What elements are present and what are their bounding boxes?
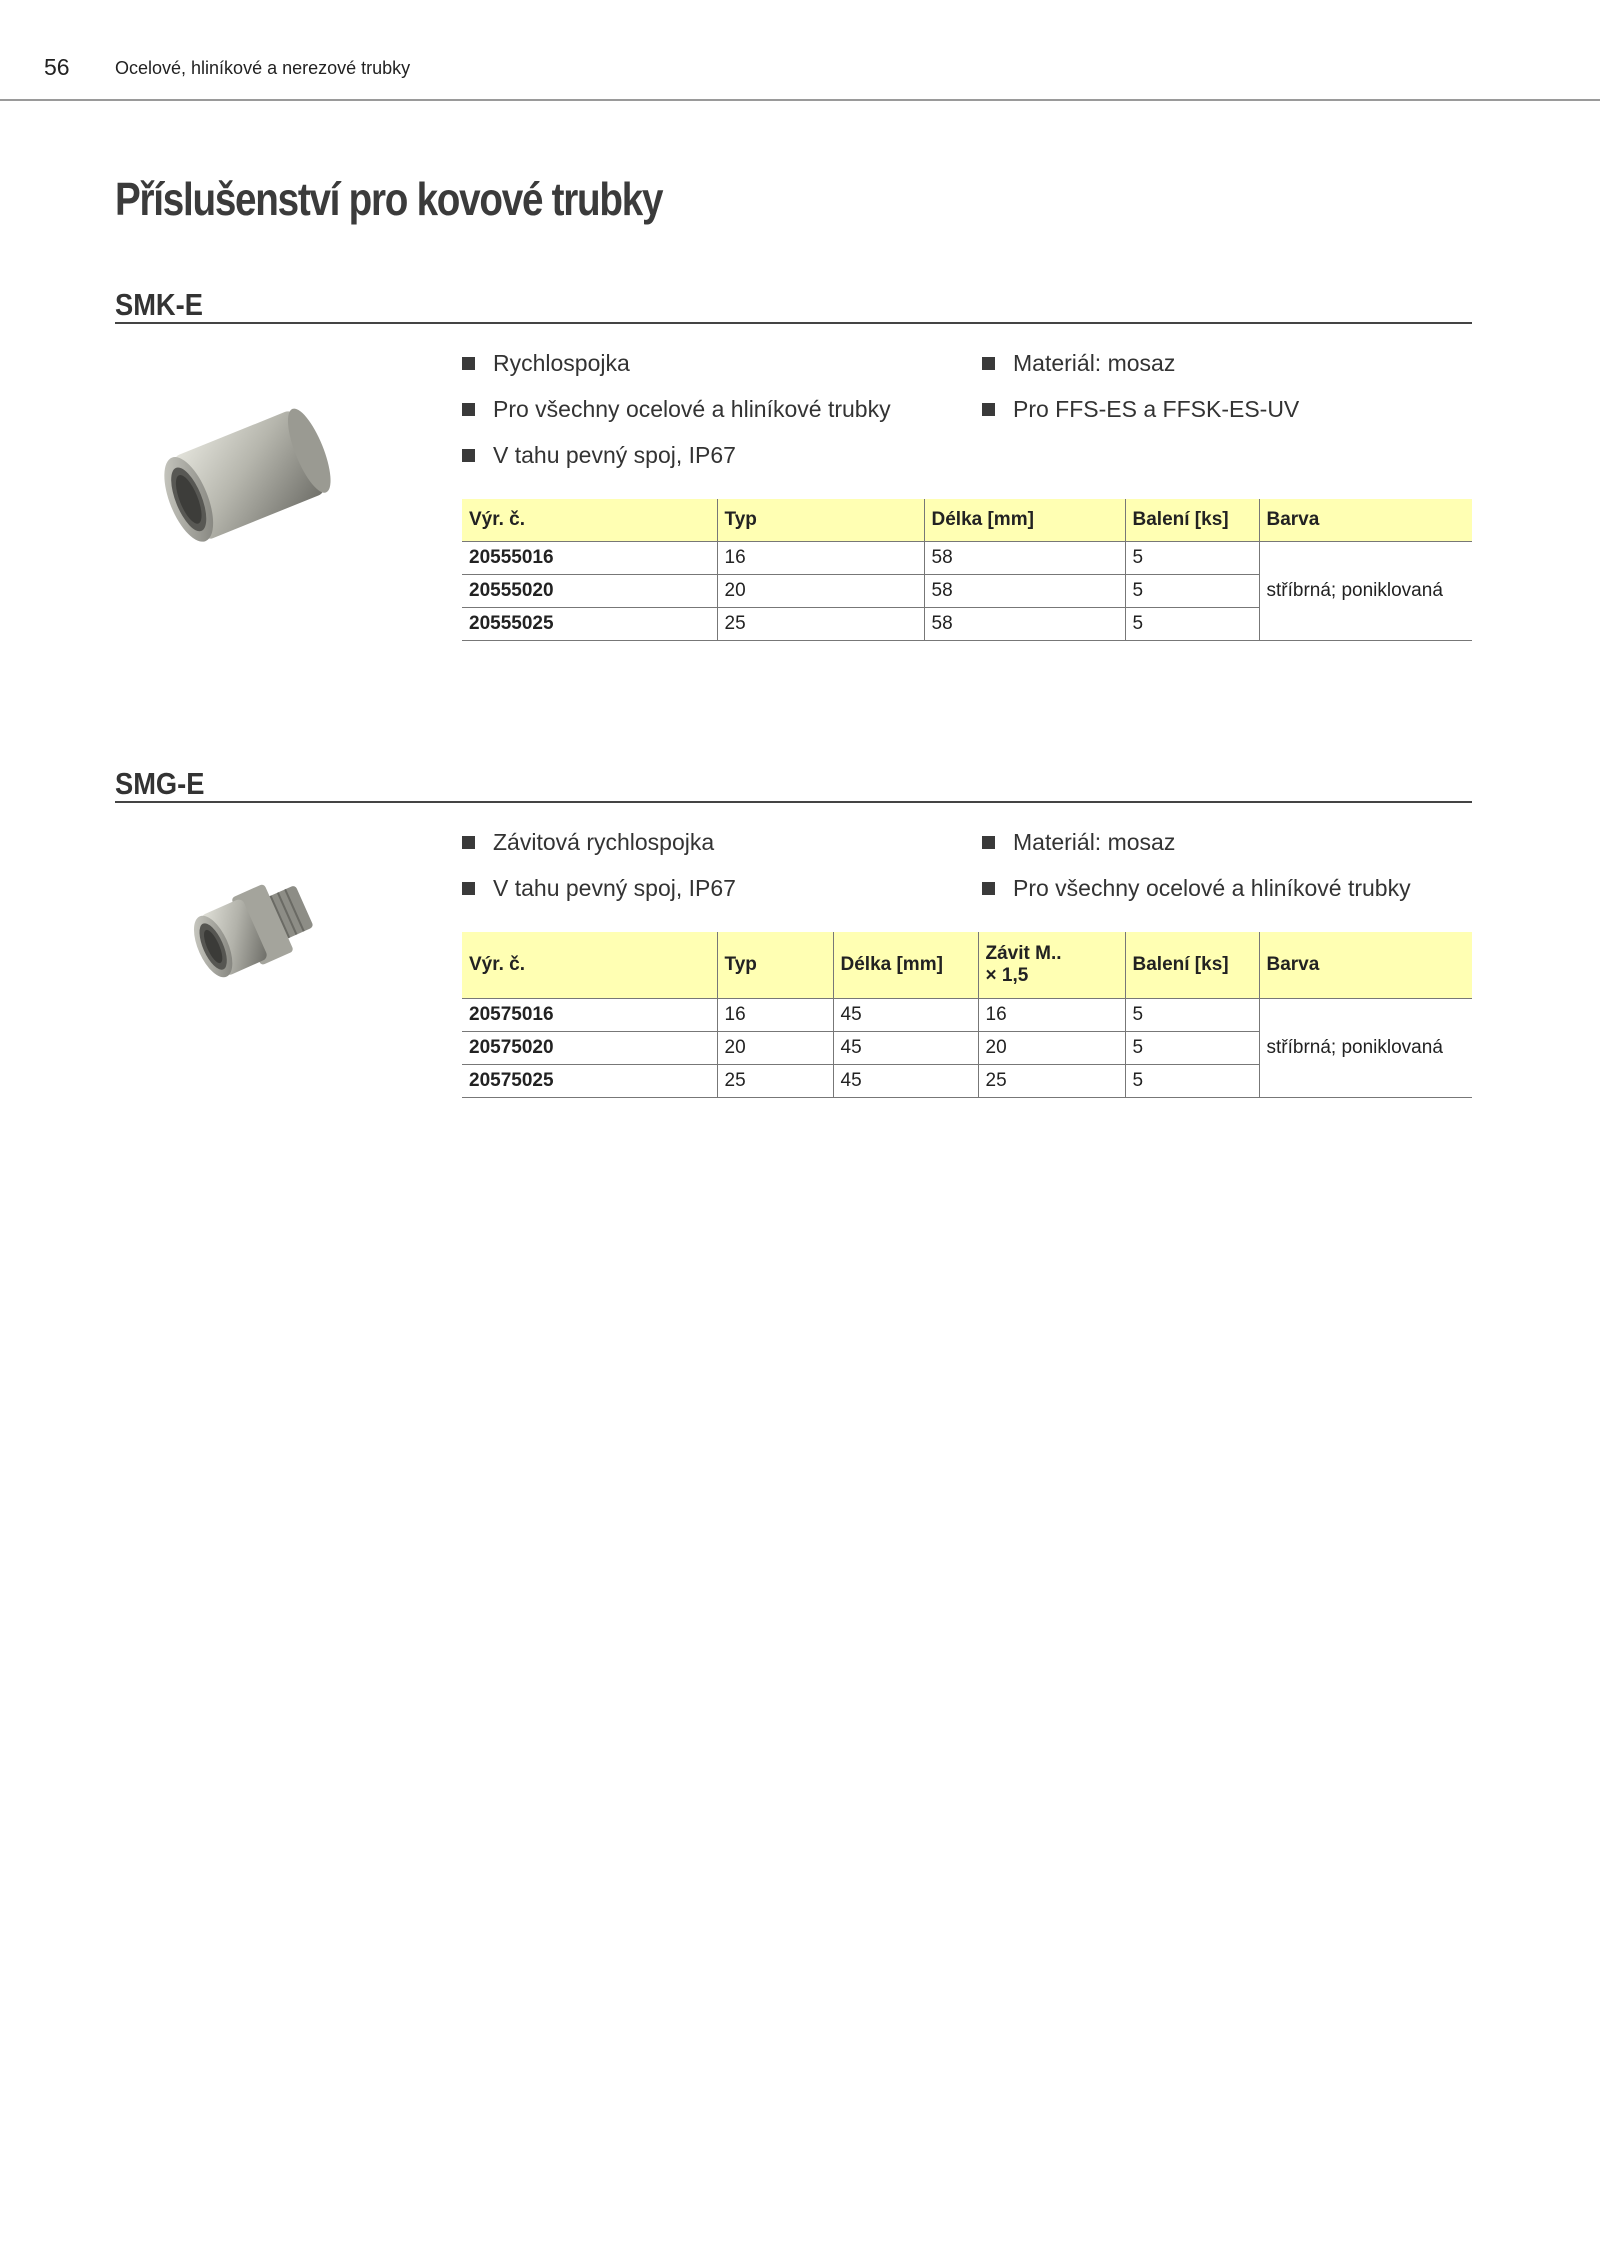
column-header bbox=[978, 932, 1125, 998]
length-cell: 45 bbox=[833, 1031, 978, 1064]
article-number: 20555020 bbox=[462, 574, 717, 607]
page-header bbox=[0, 0, 1600, 101]
section-heading-text: SMG-E bbox=[115, 766, 205, 801]
bullet-square-icon bbox=[982, 836, 995, 849]
bullet-square-icon bbox=[982, 357, 995, 370]
length-cell: 58 bbox=[924, 607, 1125, 640]
smk-e-coupling-image bbox=[162, 388, 337, 563]
length-cell: 58 bbox=[924, 541, 1125, 574]
feature-item: Materiál: mosaz bbox=[982, 827, 1175, 857]
feature-item: Pro všechny ocelové a hliníkové trubky bbox=[982, 873, 1411, 903]
spec-table-smg-e bbox=[462, 932, 1472, 1098]
article-number: 20555025 bbox=[462, 607, 717, 640]
page-title: Příslušenství pro kovové trubky bbox=[115, 173, 663, 225]
thread-header-line1: Závit M.. bbox=[985, 942, 1062, 964]
thread-cell: 16 bbox=[978, 998, 1125, 1031]
feature-item: V tahu pevný spoj, IP67 bbox=[462, 873, 736, 903]
section-heading-text: SMK-E bbox=[115, 287, 203, 322]
article-number: 20575016 bbox=[462, 998, 717, 1031]
article-number: 20575020 bbox=[462, 1031, 717, 1064]
length-cell: 58 bbox=[924, 574, 1125, 607]
type-cell: 16 bbox=[717, 541, 924, 574]
column-header: Barva bbox=[1259, 932, 1472, 998]
type-cell: 25 bbox=[717, 1064, 833, 1097]
pack-cell: 5 bbox=[1125, 541, 1259, 574]
section-smg-e bbox=[115, 767, 1472, 1127]
bullet-square-icon bbox=[462, 357, 475, 370]
column-header: Typ bbox=[717, 499, 924, 541]
feature-item: V tahu pevný spoj, IP67 bbox=[462, 440, 736, 470]
pack-cell: 5 bbox=[1125, 607, 1259, 640]
table-header-row bbox=[462, 499, 1472, 541]
thread-cell: 25 bbox=[978, 1064, 1125, 1097]
page-number: 56 bbox=[44, 54, 70, 80]
bullet-square-icon bbox=[982, 882, 995, 895]
type-cell: 16 bbox=[717, 998, 833, 1031]
pack-cell: 5 bbox=[1125, 1031, 1259, 1064]
column-header: Barva bbox=[1259, 499, 1472, 541]
spec-table-smk-e bbox=[462, 499, 1472, 641]
section-heading bbox=[115, 767, 1472, 803]
thread-cell: 20 bbox=[978, 1031, 1125, 1064]
feature-item: Materiál: mosaz bbox=[982, 348, 1175, 378]
feature-item: Pro FFS-ES a FFSK-ES-UV bbox=[982, 394, 1299, 424]
type-cell: 25 bbox=[717, 607, 924, 640]
bullet-square-icon bbox=[462, 403, 475, 416]
running-title: Ocelové, hliníkové a nerezové trubky bbox=[115, 58, 411, 78]
column-header: Výr. č. bbox=[462, 499, 717, 541]
column-header: Délka [mm] bbox=[924, 499, 1125, 541]
smg-e-threaded-coupling-image bbox=[187, 862, 327, 992]
feature-item: Závitová rychlospojka bbox=[462, 827, 714, 857]
table-row bbox=[462, 541, 1472, 574]
column-header: Balení [ks] bbox=[1125, 932, 1259, 998]
color-cell: stříbrná; poniklovaná bbox=[1259, 998, 1472, 1097]
bullet-square-icon bbox=[462, 449, 475, 462]
feature-item: Rychlospojka bbox=[462, 348, 630, 378]
color-cell: stříbrná; poniklovaná bbox=[1259, 541, 1472, 640]
article-number: 20555016 bbox=[462, 541, 717, 574]
pack-cell: 5 bbox=[1125, 1064, 1259, 1097]
bullet-square-icon bbox=[462, 882, 475, 895]
pack-cell: 5 bbox=[1125, 574, 1259, 607]
section-heading bbox=[115, 288, 1472, 324]
feature-item: Pro všechny ocelové a hliníkové trubky bbox=[462, 394, 891, 424]
thread-header-line2: × 1,5 bbox=[985, 964, 1029, 986]
type-cell: 20 bbox=[717, 1031, 833, 1064]
type-cell: 20 bbox=[717, 574, 924, 607]
length-cell: 45 bbox=[833, 998, 978, 1031]
pack-cell: 5 bbox=[1125, 998, 1259, 1031]
column-header: Balení [ks] bbox=[1125, 499, 1259, 541]
table-row bbox=[462, 998, 1472, 1031]
column-header: Délka [mm] bbox=[833, 932, 978, 998]
bullet-square-icon bbox=[462, 836, 475, 849]
table-header-row bbox=[462, 932, 1472, 998]
length-cell: 45 bbox=[833, 1064, 978, 1097]
bullet-square-icon bbox=[982, 403, 995, 416]
section-smk-e bbox=[115, 288, 1472, 648]
column-header: Výr. č. bbox=[462, 932, 717, 998]
column-header: Typ bbox=[717, 932, 833, 998]
article-number: 20575025 bbox=[462, 1064, 717, 1097]
